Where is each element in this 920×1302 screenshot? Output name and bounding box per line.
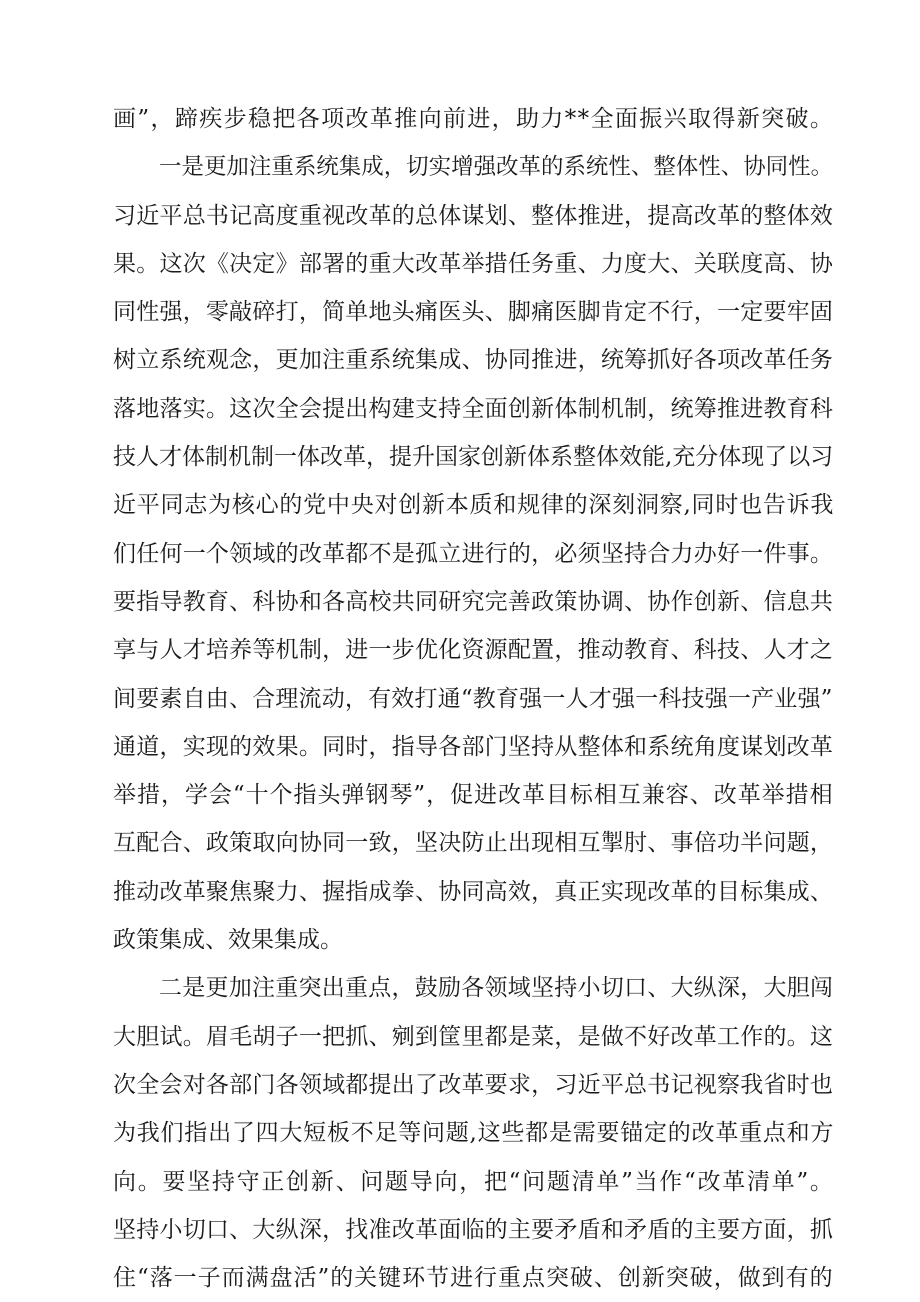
text-line: 落地落实。这次全会提出构建支持全面创新体制机制，统筹推进教育科 [113,395,834,422]
paragraph-first-line: 一是更加注重系统集成，切实增强改革的系统性、整体性、协同性。 [159,154,834,181]
text-line: 要指导教育、科协和各高校共同研究完善政策协调、协作创新、信息共 [113,588,834,615]
text-line: 通道，实现的效果。同时，指导各部门坚持从整体和系统角度谋划改革 [113,733,834,760]
text-line: 推动改革聚焦聚力、握指成拳、协同高效，真正实现改革的目标集成、 [113,878,834,905]
text-line: 果。这次《决定》部署的重大改革举措任务重、力度大、关联度高、协 [113,250,834,277]
text-line: 同性强，零敲碎打，简单地头痛医头、脚痛医脚肯定不行，一定要牢固 [113,299,834,326]
text-line: 次全会对各部门各领域都提出了改革要求，习近平总书记视察我省时也 [113,1071,834,1098]
text-line: 树立系统观念，更加注重系统集成、协同推进，统筹抓好各项改革任务 [113,347,834,374]
text-line: 大胆试。眉毛胡子一把抓、剜到筐里都是菜，是做不好改革工作的。这 [113,1023,834,1050]
text-line: 享与人才培养等机制，进一步优化资源配置，推动教育、科技、人才之 [113,637,834,664]
text-line: 政策集成、效果集成。 [113,927,343,954]
document-body [113,95,833,1302]
text-line: 向。要坚持守正创新、问题导向，把“问题清单”当作“改革清单”。 [113,1168,835,1195]
text-line: 画”，蹄疾步稳把各项改革推向前进，助力**全面振兴取得新突破。 [113,106,835,132]
text-line: 互配合、政策取向协同一致，坚决防止出现相互掣肘、事倍功半问题， [113,830,834,857]
text-line: 为我们指出了四大短板不足等问题,这些都是需要锚定的改革重点和方 [113,1120,835,1147]
text-line: 举措，学会“十个指头弹钢琴”，促进改革目标相互兼容、改革举措相 [113,782,834,809]
text-line: 近平同志为核心的党中央对创新本质和规律的深刻洞察,同时也告诉我 [113,492,835,519]
text-line: 习近平总书记高度重视改革的总体谋划、整体推进，提高改革的整体效 [113,202,834,229]
text-line: 间要素自由、合理流动，有效打通“教育强一人才强一科技强一产业强” [113,685,833,712]
text-line: 们任何一个领域的改革都不是孤立进行的，必须坚持合力办好一件事。 [113,540,834,567]
paragraph-first-line: 二是更加注重突出重点，鼓励各领域坚持小切口、大纵深，大胆闯 [159,975,834,1002]
text-line: 技人才体制机制一体改革，提升国家创新体系整体效能,充分体现了以习 [113,444,834,471]
text-line: 住“落一子而满盘活”的关键环节进行重点突破、创新突破，做到有的 [113,1265,834,1292]
text-line: 坚持小切口、大纵深，找准改革面临的主要矛盾和矛盾的主要方面，抓 [113,1216,834,1243]
